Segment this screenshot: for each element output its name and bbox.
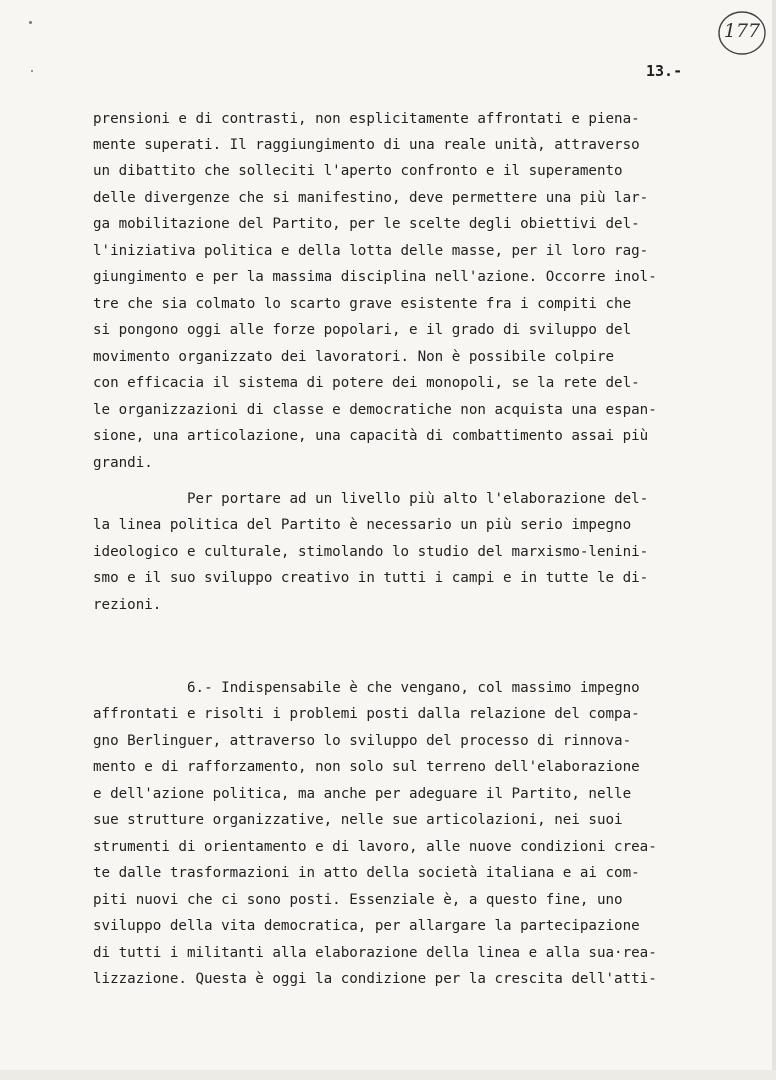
text-line: sviluppo della vita democratica, per allargare la partecipazione [93, 918, 640, 934]
paragraph-first-line: Per portare ad un livello più alto l'elaborazione del- [187, 491, 649, 507]
text-line: la linea politica del Partito è necessario un più serio impegno [93, 517, 632, 533]
text-line: rezioni. [93, 597, 162, 613]
section-6-first-line: 6.- Indispensabile è che vengano, col massimo impegno [187, 680, 640, 696]
text-line: sione, una articolazione, una capacità di combattimento assai più [93, 428, 649, 444]
text-line: lizzazione. Questa è oggi la condizione per la crescita dell'atti- [93, 971, 657, 987]
text-line: sue strutture organizzative, nelle sue articolazioni, nei suoi [93, 812, 623, 828]
text-line: delle divergenze che si manifestino, deve permettere una più lar- [93, 190, 649, 206]
text-line: affrontati e risolti i problemi posti dalla relazione del compa- [93, 706, 640, 722]
text-line: con efficacia il sistema di potere dei monopoli, se la rete del- [93, 375, 640, 391]
text-line: grandi. [93, 455, 153, 471]
text-line: e dell'azione politica, ma anche per adeguare il Partito, nelle [93, 786, 632, 802]
text-line: un dibattito che solleciti l'aperto confronto e il superamento [93, 163, 623, 179]
archive-stamp-number: 177 [723, 20, 761, 42]
text-line: te dalle trasformazioni in atto della società italiana e ai com- [93, 865, 640, 881]
text-line: ideologico e culturale, stimolando lo studio del marxismo-lenini- [93, 544, 649, 560]
text-line: gno Berlinguer, attraverso lo sviluppo del processo di rinnova- [93, 733, 632, 749]
text-line: smo e il suo sviluppo creativo in tutti i campi e in tutte le di- [93, 570, 649, 586]
text-line: le organizzazioni di classe e democratiche non acquista una espan- [93, 402, 657, 418]
text-line: mento e di rafforzamento, non solo sul terreno dell'elaborazione [93, 759, 640, 775]
text-line: mente superati. Il raggiungimento di una reale unità, attraverso [93, 137, 640, 153]
text-line: ga mobilitazione del Partito, per le scelte degli obiettivi del- [93, 216, 640, 232]
text-line: si pongono oggi alle forze popolari, e il grado di sviluppo del [93, 322, 632, 338]
text-line: di tutti i militanti alla elaborazione della linea e alla sua·rea- [93, 945, 657, 961]
text-line: tre che sia colmato lo scarto grave esistente fra i compiti che [93, 296, 632, 312]
text-line: giungimento e per la massima disciplina nell'azione. Occorre inol- [93, 269, 657, 285]
text-line: piti nuovi che ci sono posti. Essenziale è, a questo fine, uno [93, 892, 623, 908]
text-line: l'iniziativa politica e della lotta delle masse, per il loro rag- [93, 243, 649, 259]
text-line: prensioni e di contrasti, non esplicitamente affrontati e piena- [93, 111, 640, 127]
page-number: 13.- [646, 62, 683, 80]
text-line: strumenti di orientamento e di lavoro, alle nuove condizioni crea- [93, 839, 657, 855]
text-line: movimento organizzato dei lavoratori. Non è possibile colpire [93, 349, 615, 365]
